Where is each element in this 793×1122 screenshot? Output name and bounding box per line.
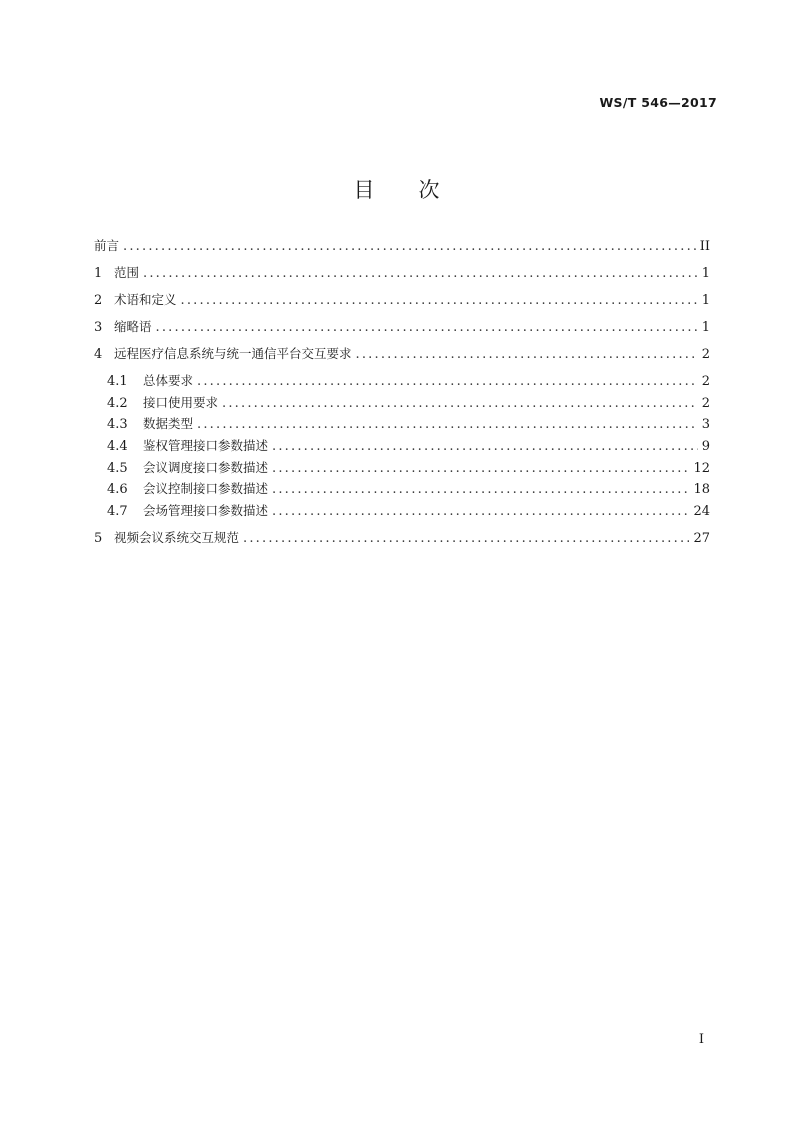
toc-entry-4-7[interactable] [94, 502, 710, 520]
toc-entry-number: 4.2 [107, 395, 128, 411]
toc-entry-page: 24 [693, 504, 710, 520]
toc-dot-leader [356, 346, 698, 363]
toc-entry-page: 12 [693, 460, 710, 476]
toc-entry-page: II [699, 239, 710, 254]
toc-entry-2[interactable] [94, 291, 710, 309]
toc-entry-foreword[interactable] [94, 237, 710, 255]
toc-entry-number: 4.7 [107, 504, 128, 520]
toc-entry-3[interactable] [94, 318, 710, 336]
toc-entry-number: 2 [94, 293, 103, 308]
toc-entry-page: 2 [701, 374, 710, 389]
toc-entry-number: 4.1 [107, 374, 128, 389]
toc-entry-page: 27 [693, 531, 710, 547]
toc-entry-number: 4.5 [107, 460, 128, 476]
toc-entry-number: 4.6 [107, 482, 128, 498]
toc-entry-1[interactable] [94, 264, 710, 282]
toc-entry-number: 4.3 [107, 417, 128, 433]
toc-dot-leader [143, 265, 698, 282]
toc-entry-label: 鉴权管理接口参数描述 [143, 438, 269, 454]
toc-dot-leader [272, 438, 698, 455]
toc-entry-label: 会议调度接口参数描述 [143, 459, 269, 475]
standard-code: WS/T 546—2017 [599, 95, 717, 110]
toc-entry-label: 接口使用要求 [143, 394, 219, 410]
toc-dot-leader [272, 460, 689, 477]
toc-entry-page: 18 [693, 482, 710, 498]
toc-entry-page: 2 [701, 347, 710, 362]
toc-dot-leader [222, 395, 698, 412]
toc-entry-label: 视频会议系统交互规范 [114, 530, 240, 546]
toc-entry-page: 2 [701, 395, 710, 411]
toc-entry-page: 1 [701, 293, 710, 308]
toc-entry-label: 范围 [114, 265, 140, 280]
toc-entry-page: 9 [701, 439, 710, 455]
toc-entry-4[interactable] [94, 345, 710, 363]
toc-entry-label: 缩略语 [114, 319, 152, 334]
toc-entry-number: 3 [94, 320, 103, 335]
toc-entry-number: 4 [94, 347, 103, 362]
toc-entry-label: 远程医疗信息系统与统一通信平台交互要求 [114, 346, 352, 361]
toc-dot-leader [181, 292, 698, 309]
page-number: I [698, 1032, 704, 1047]
toc-entry-number: 4.4 [107, 439, 128, 455]
toc-entry-4-6[interactable] [94, 480, 710, 498]
toc-entry-label: 会场管理接口参数描述 [143, 503, 269, 519]
toc-entry-label: 会议控制接口参数描述 [143, 481, 269, 497]
toc-entry-label: 术语和定义 [114, 292, 177, 307]
toc-entry-4-3[interactable] [94, 415, 710, 433]
toc-entry-label: 前言 [94, 238, 120, 253]
toc-dot-leader [243, 530, 689, 547]
toc-entry-number: 1 [94, 266, 103, 281]
toc-dot-leader [156, 319, 698, 336]
toc-entry-label: 数据类型 [143, 416, 194, 432]
toc-entry-4-2[interactable] [94, 394, 710, 412]
toc-dot-leader [272, 503, 689, 520]
toc-entry-4-1[interactable] [94, 372, 710, 390]
toc-entry-4-5[interactable] [94, 459, 710, 477]
toc-entry-label: 总体要求 [143, 373, 194, 388]
toc-entry-page: 1 [701, 266, 710, 281]
toc-entry-5[interactable] [94, 529, 710, 547]
toc-dot-leader [123, 238, 696, 255]
table-of-contents [94, 237, 710, 556]
toc-dot-leader [272, 481, 689, 498]
toc-entry-page: 3 [701, 417, 710, 433]
page-title: 目次 [353, 178, 484, 202]
toc-dot-leader [197, 416, 698, 433]
toc-entry-number: 5 [94, 531, 103, 547]
toc-dot-leader [197, 373, 698, 390]
toc-entry-4-4[interactable] [94, 437, 710, 455]
toc-entry-page: 1 [701, 320, 710, 335]
